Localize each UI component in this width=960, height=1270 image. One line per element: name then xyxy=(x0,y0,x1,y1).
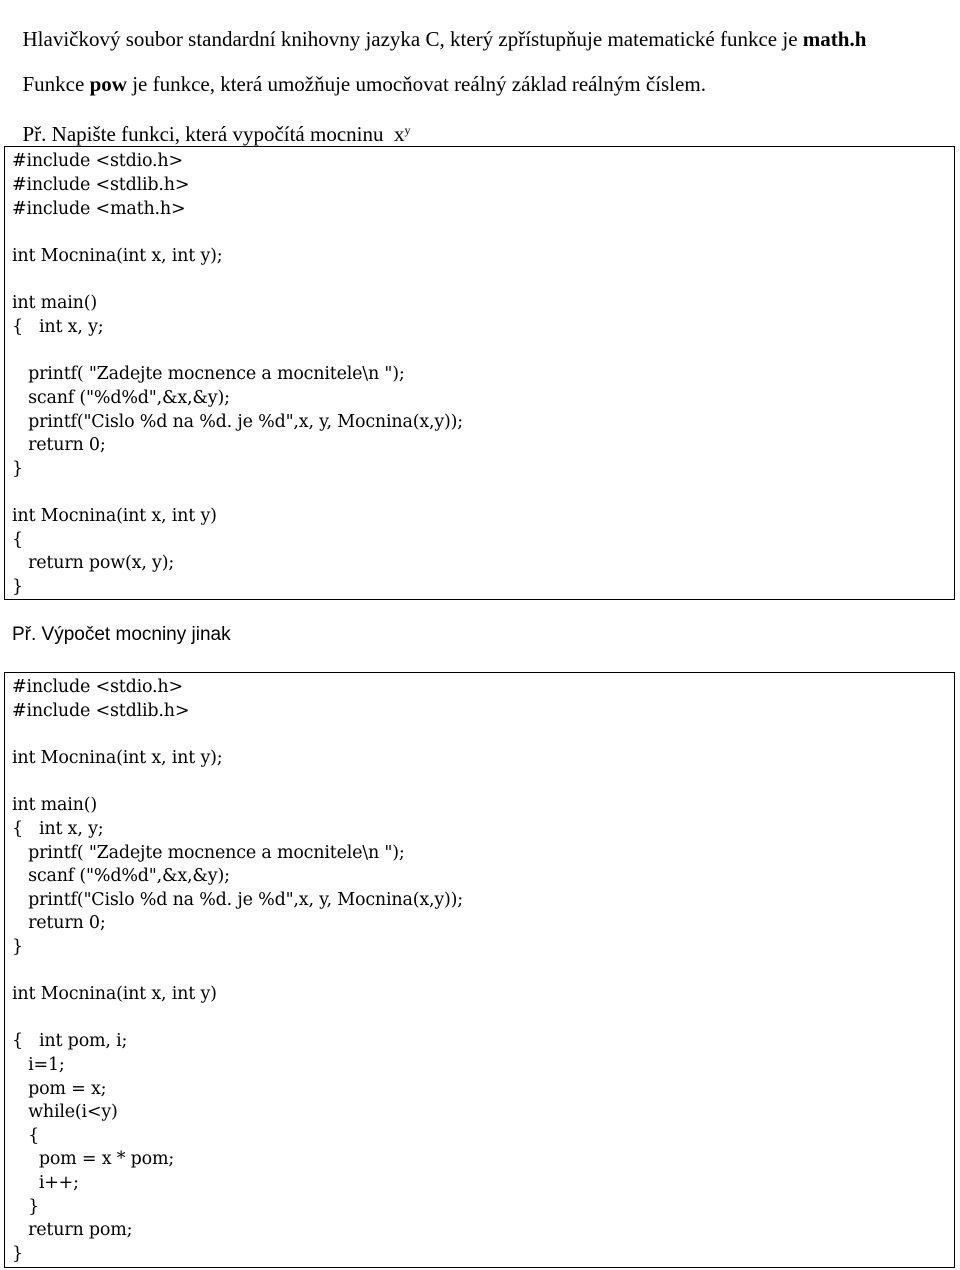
code-1-line: #include <stdlib.h> xyxy=(12,175,190,195)
code-1-line: return 0; xyxy=(12,435,106,455)
code-1-line: #include <math.h> xyxy=(12,199,186,219)
code-2-line: #include <stdio.h> xyxy=(12,677,183,697)
intro-line-2-pre: Funkce xyxy=(22,72,90,96)
intro-line-1-text: Hlavičkový soubor standardní knihovny jazyka C, který zpřístupňuje matematické funkce je xyxy=(22,27,803,51)
code-2-line: int main() xyxy=(12,795,98,815)
code-1-line: printf("Cislo %d na %d. je %d",x, y, Mocnina(x,y)); xyxy=(12,412,463,432)
code-2-line: pom = x * pom; xyxy=(12,1149,175,1169)
code-2-line: i=1; xyxy=(12,1055,65,1075)
code-1-line: return pow(x, y); xyxy=(12,553,175,573)
code-1-line: } xyxy=(12,577,23,597)
code-2-line: return pom; xyxy=(12,1220,133,1240)
code-2-line: int Mocnina(int x, int y); xyxy=(12,748,223,768)
code-2-line: return 0; xyxy=(12,913,106,933)
code-2-line: #include <stdlib.h> xyxy=(12,701,190,721)
code-1-line: int Mocnina(int x, int y); xyxy=(12,246,223,266)
code-1-line: printf( "Zadejte mocnence a mocnitele\n "); xyxy=(12,364,405,384)
intro-line-1-bold: math.h xyxy=(802,27,867,51)
example-1-heading-text: Př. Napište funkci, která vypočítá mocninu x xyxy=(22,122,405,146)
code-1-line: { int x, y; xyxy=(12,317,104,337)
code-2-line: i++; xyxy=(12,1173,79,1193)
code-1-line: int Mocnina(int x, int y) xyxy=(12,506,217,526)
example-2-heading: Př. Výpočet mocniny jinak xyxy=(12,624,231,645)
code-2-line: int Mocnina(int x, int y) xyxy=(12,984,217,1004)
code-2-line: pom = x; xyxy=(12,1079,107,1099)
code-2-line: { xyxy=(12,1126,40,1146)
code-1-line: int main() xyxy=(12,293,98,313)
code-2-line: printf("Cislo %d na %d. je %d",x, y, Mocnina(x,y)); xyxy=(12,890,463,910)
code-2-line: printf( "Zadejte mocnence a mocnitele\n "); xyxy=(12,843,405,863)
intro-line-1 xyxy=(12,3,866,51)
code-1-line: #include <stdio.h> xyxy=(12,151,183,171)
code-2-line: } xyxy=(12,937,23,957)
code-1-line: scanf ("%d%d",&x,&y); xyxy=(12,388,230,408)
intro-line-2-bold: pow xyxy=(89,72,127,96)
code-1-line: } xyxy=(12,459,23,479)
code-2-line: } xyxy=(12,1197,40,1217)
code-2-line: scanf ("%d%d",&x,&y); xyxy=(12,866,230,886)
code-1-line: { xyxy=(12,530,23,550)
code-2-line: { int pom, i; xyxy=(12,1031,128,1051)
code-2-line: { int x, y; xyxy=(12,819,104,839)
intro-line-2 xyxy=(12,48,706,96)
code-2-line: } xyxy=(12,1244,23,1264)
example-1-superscript: y xyxy=(404,123,411,137)
example-1-heading xyxy=(12,98,411,146)
intro-line-2-post: je funkce, která umožňuje umocňovat reálný základ reálným číslem. xyxy=(126,72,706,96)
code-2-line: while(i<y) xyxy=(12,1102,118,1122)
